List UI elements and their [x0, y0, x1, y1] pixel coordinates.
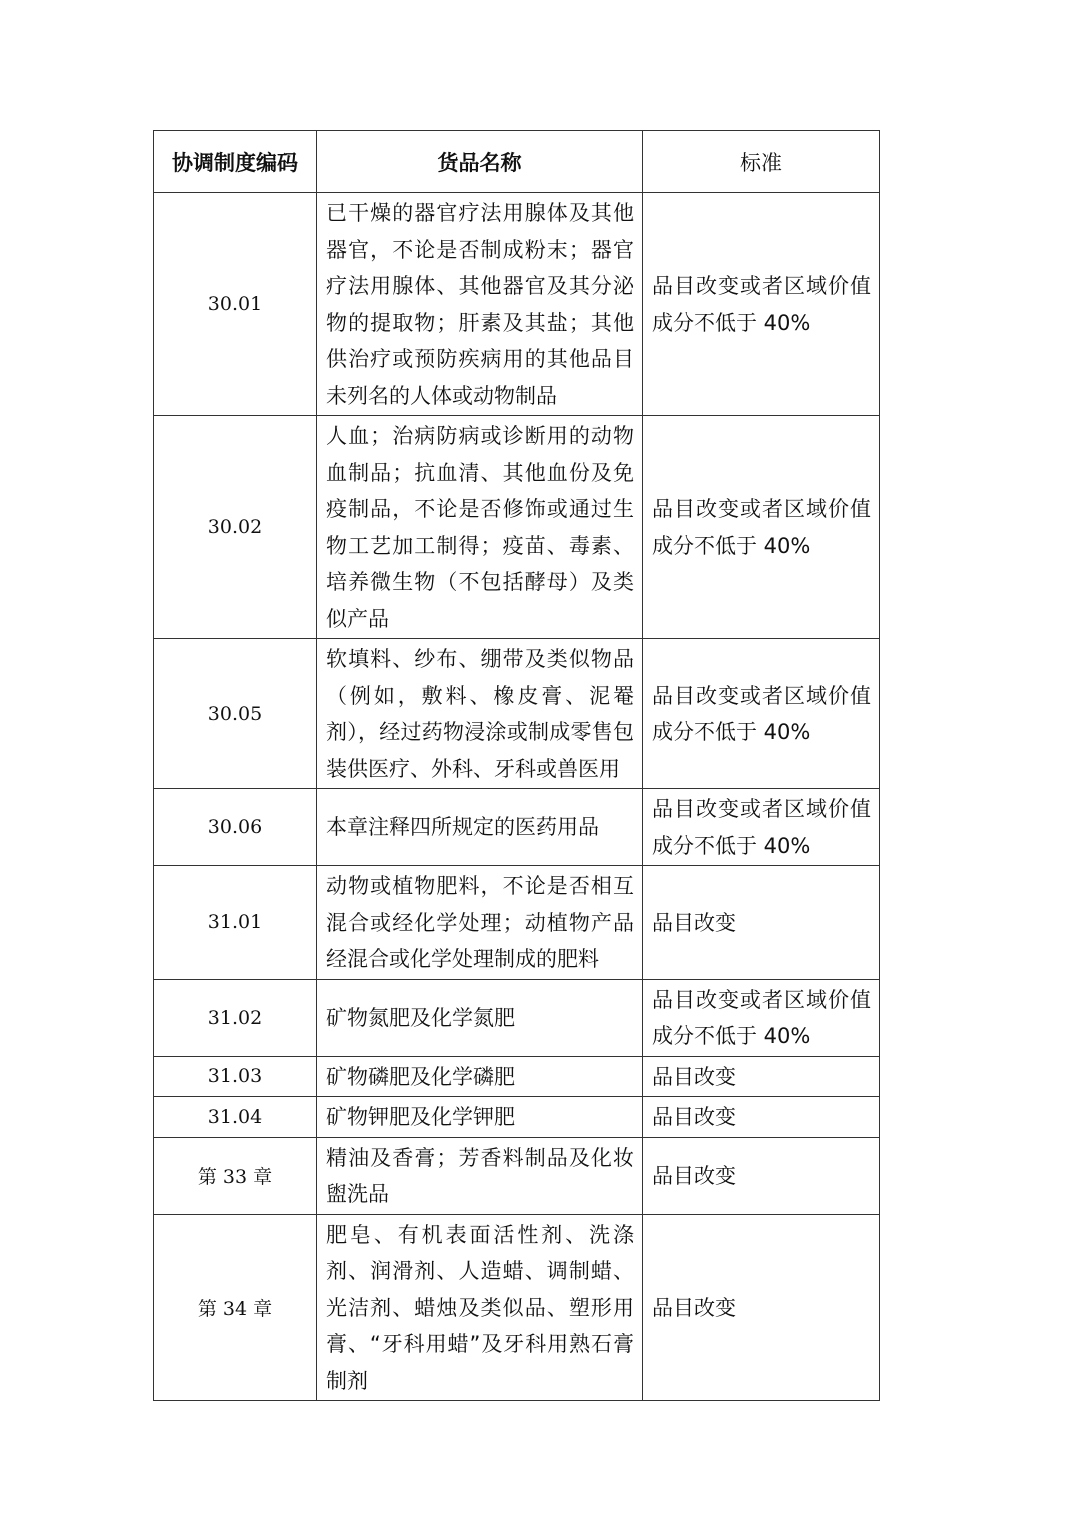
- table-row: [154, 1097, 880, 1138]
- hs-code-cell: 30.01: [154, 193, 317, 416]
- header-goods-name: 货品名称: [317, 131, 643, 193]
- goods-name-cell: 已干燥的器官疗法用腺体及其他器官，不论是否制成粉末；器官疗法用腺体、其他器官及其分泌物的提取物；肝素及其盐；其他供治疗或预防疾病用的其他品目未列名的人体或动物制品: [317, 193, 643, 416]
- goods-name-cell: 矿物氮肥及化学氮肥: [317, 979, 643, 1056]
- table-row: [154, 639, 880, 789]
- standard-cell: 品目改变: [643, 1214, 880, 1401]
- goods-name-cell: 动物或植物肥料，不论是否相互混合或经化学处理；动植物产品经混合或化学处理制成的肥料: [317, 866, 643, 980]
- table-row: [154, 416, 880, 639]
- standard-cell: 品目改变或者区域价值成分不低于 40%: [643, 789, 880, 866]
- hs-code-cell: 30.06: [154, 789, 317, 866]
- standard-cell: 品目改变或者区域价值成分不低于 40%: [643, 416, 880, 639]
- table-row: [154, 193, 880, 416]
- hs-code-cell: 30.02: [154, 416, 317, 639]
- standard-cell: 品目改变: [643, 866, 880, 980]
- hs-code-cell: 31.04: [154, 1097, 317, 1138]
- rules-of-origin-table: [153, 130, 880, 1401]
- standard-cell: 品目改变: [643, 1097, 880, 1138]
- hs-code-cell: 31.02: [154, 979, 317, 1056]
- header-hs-code: 协调制度编码: [154, 131, 317, 193]
- hs-code-cell: 31.01: [154, 866, 317, 980]
- goods-name-cell: 精油及香膏；芳香料制品及化妆盥洗品: [317, 1137, 643, 1214]
- standard-cell: 品目改变: [643, 1056, 880, 1097]
- hs-code-cell: 31.03: [154, 1056, 317, 1097]
- goods-name-cell: 软填料、纱布、绷带及类似物品（例如，敷料、橡皮膏、泥罨剂），经过药物浸涂或制成零售包装供医疗、外科、牙科或兽医用: [317, 639, 643, 789]
- hs-code-cell: 第 34 章: [154, 1214, 317, 1401]
- table-row: [154, 866, 880, 980]
- standard-cell: 品目改变或者区域价值成分不低于 40%: [643, 979, 880, 1056]
- table-row: [154, 1137, 880, 1214]
- table-row: [154, 979, 880, 1056]
- standard-cell: 品目改变: [643, 1137, 880, 1214]
- hs-code-cell: 30.05: [154, 639, 317, 789]
- header-standard: 标准: [643, 131, 880, 193]
- goods-name-cell: 肥皂、有机表面活性剂、洗涤剂、润滑剂、人造蜡、调制蜡、光洁剂、蜡烛及类似品、塑形用膏、“牙科用蜡”及牙科用熟石膏制剂: [317, 1214, 643, 1401]
- goods-name-cell: 人血；治病防病或诊断用的动物血制品；抗血清、其他血份及免疫制品，不论是否修饰或通过生物工艺加工制得；疫苗、毒素、培养微生物（不包括酵母）及类似产品: [317, 416, 643, 639]
- table-row: [154, 789, 880, 866]
- standard-cell: 品目改变或者区域价值成分不低于 40%: [643, 193, 880, 416]
- table-header-row: [154, 131, 880, 193]
- goods-name-cell: 矿物磷肥及化学磷肥: [317, 1056, 643, 1097]
- goods-name-cell: 本章注释四所规定的医药用品: [317, 789, 643, 866]
- table-row: [154, 1056, 880, 1097]
- hs-code-cell: 第 33 章: [154, 1137, 317, 1214]
- standard-cell: 品目改变或者区域价值成分不低于 40%: [643, 639, 880, 789]
- goods-name-cell: 矿物钾肥及化学钾肥: [317, 1097, 643, 1138]
- table-row: [154, 1214, 880, 1401]
